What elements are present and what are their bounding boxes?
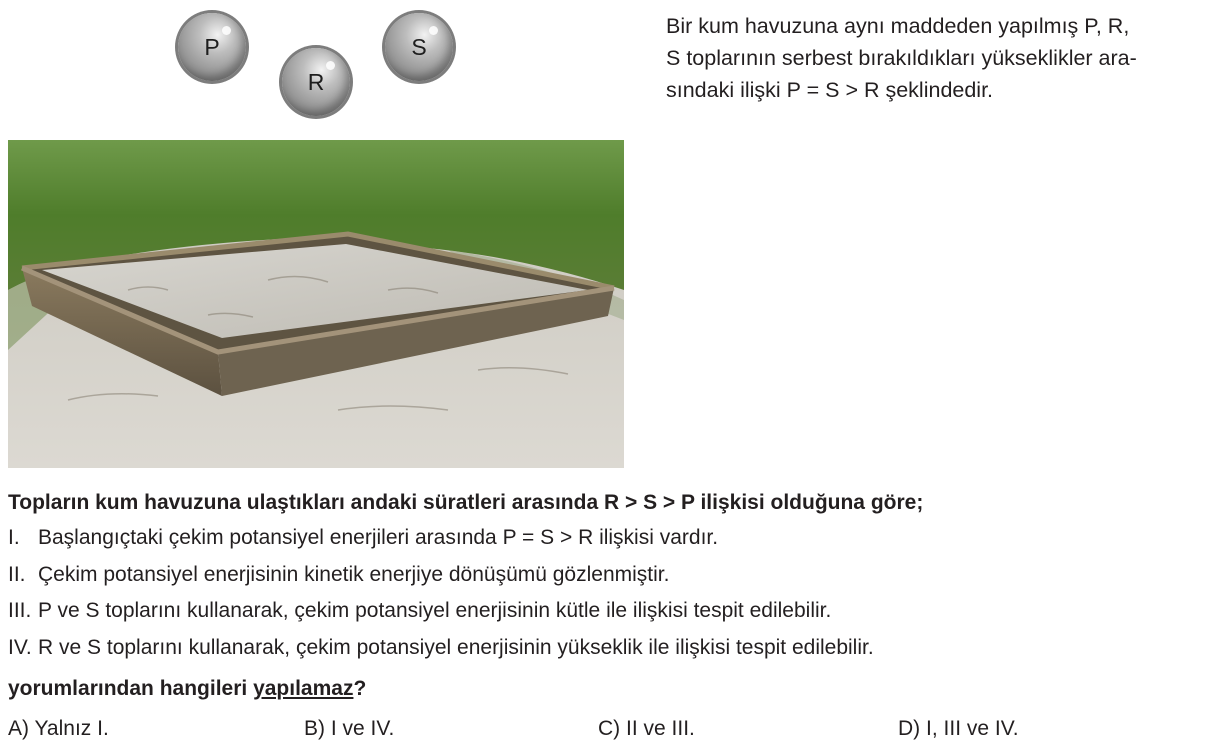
ball-r bbox=[282, 48, 350, 116]
closing-prefix: yorumlarından hangileri bbox=[8, 677, 254, 700]
choice-a-text: Yalnız I. bbox=[34, 717, 109, 740]
ball-p-label: P bbox=[204, 33, 220, 60]
statement-3-text: P ve S toplarını kullanarak, çekim potansiyel enerjisinin kütle ile ilişkisi tespit edilebilir. bbox=[38, 599, 832, 622]
statement-2-text: Çekim potansiyel enerjisinin kinetik enerjiye dönüşümü gözlenmiştir. bbox=[38, 563, 670, 586]
closing-suffix: ? bbox=[353, 677, 367, 700]
intro-line-1: Bir kum havuzuna aynı maddeden yapılmış P, R, bbox=[666, 14, 1130, 38]
choice-a-label: A) bbox=[8, 717, 29, 740]
statement-2 bbox=[8, 563, 669, 587]
closing-underlined-word: yapılamaz bbox=[253, 677, 354, 700]
statement-3 bbox=[8, 599, 831, 623]
statement-2-number: II. bbox=[8, 563, 26, 586]
sandbox-photo bbox=[8, 140, 624, 468]
statement-4-number: IV. bbox=[8, 636, 32, 659]
ball-p bbox=[178, 13, 246, 81]
choice-c[interactable] bbox=[598, 717, 695, 741]
choice-b[interactable] bbox=[304, 717, 394, 741]
question-closing bbox=[8, 677, 366, 701]
choice-c-text: II ve III. bbox=[626, 717, 695, 740]
question-stem: Topların kum havuzuna ulaştıkları andaki süratleri arasında R > S > P ilişkisi olduğuna göre; bbox=[8, 491, 924, 514]
choice-c-label: C) bbox=[598, 717, 621, 740]
ball-r-label: R bbox=[307, 68, 325, 95]
statement-1-text: Başlangıçtaki çekim potansiyel enerjileri arasında P = S > R ilişkisi vardır. bbox=[38, 526, 719, 549]
intro-line-2: S toplarının serbest bırakıldıkları yükseklikler ara- bbox=[666, 46, 1137, 70]
choice-d-label: D) bbox=[898, 717, 921, 740]
choice-d[interactable] bbox=[898, 717, 1019, 741]
statement-4-text: R ve S toplarını kullanarak, çekim potansiyel enerjisinin yükseklik ile ilişkisi tespit edilebilir. bbox=[38, 636, 874, 659]
choice-d-text: I, III ve IV. bbox=[926, 717, 1019, 740]
choice-b-label: B) bbox=[304, 717, 325, 740]
intro-line-3: sındaki ilişki P = S > R şeklindedir. bbox=[666, 78, 994, 102]
statement-4 bbox=[8, 636, 874, 660]
statement-1-number: I. bbox=[8, 526, 20, 549]
intro-text bbox=[666, 10, 1196, 106]
ball-s-label: S bbox=[411, 33, 427, 60]
ball-s bbox=[385, 13, 453, 81]
choice-a[interactable] bbox=[8, 717, 109, 741]
statement-1 bbox=[8, 526, 718, 550]
statement-3-number: III. bbox=[8, 599, 32, 622]
choice-b-text: I ve IV. bbox=[330, 717, 395, 740]
